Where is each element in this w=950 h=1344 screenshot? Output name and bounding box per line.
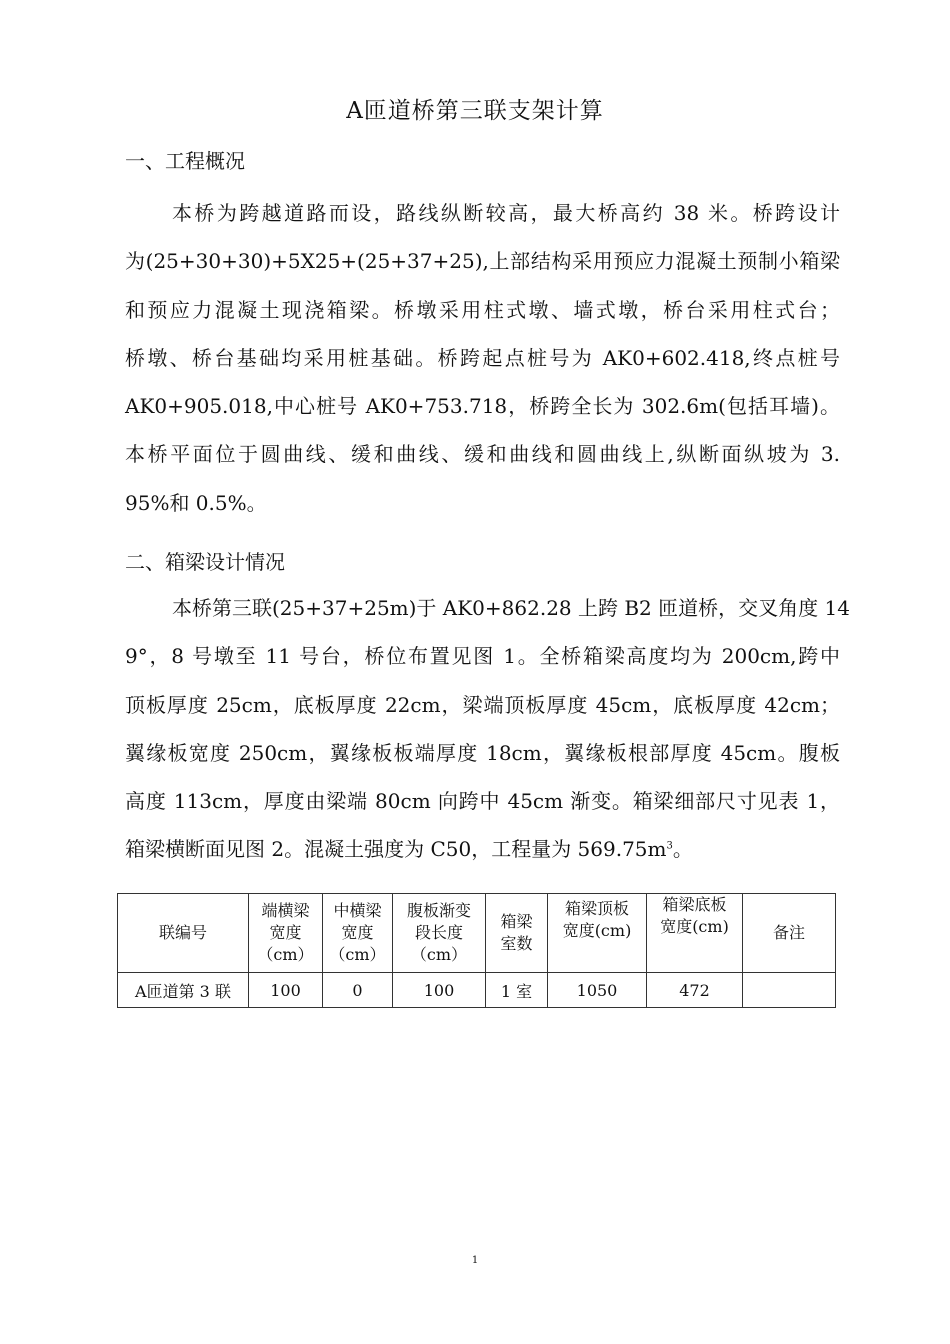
paragraph-line: 和预应力混凝土现浇箱梁。桥墩采用柱式墩、墙式墩，桥台采用柱式台； [125, 297, 840, 322]
paragraph-line: 为(25+30+30)+5X25+(25+37+25),上部结构采用预应力混凝土预制小箱梁 [125, 249, 840, 274]
table-cell [743, 973, 836, 1008]
paragraph-text: 箱梁横断面见图 2。混凝土强度为 C50，工程量为 569.75m [125, 837, 667, 862]
section-1-heading: 一、工程概况 [125, 149, 245, 173]
table-cell: 100 [393, 973, 486, 1008]
header-cell-unit-number [118, 894, 249, 973]
header-cell-remarks [743, 894, 836, 973]
section-1-paragraph [125, 189, 840, 527]
header-text: 宽度 [341, 923, 374, 942]
paragraph-line: 翼缘板宽度 250cm，翼缘板板端厚度 18cm，翼缘板根部厚度 45cm。腹板 [125, 740, 840, 765]
table-cell: 1050 [548, 973, 647, 1008]
table-cell: 100 [249, 973, 323, 1008]
header-text: 宽度 [269, 923, 302, 942]
paragraph-line: 本桥为跨越道路而设，路线纵断较高，最大桥高约 38 米。桥跨设计 [172, 201, 840, 225]
header-text: 箱梁顶板 [564, 899, 629, 918]
header-text: （cm） [257, 945, 314, 964]
table-cell: 472 [647, 973, 743, 1008]
paragraph-line: 顶板厚度 25cm，底板厚度 22cm，梁端顶板厚度 45cm，底板厚度 42cm； [125, 692, 840, 717]
paragraph-line: AK0+905.018,中心桩号 AK0+753.718，桥跨全长为 302.6m(包括耳墙)。 [125, 394, 840, 419]
table-row [118, 973, 836, 1008]
header-text: 箱梁 [500, 912, 533, 931]
header-text: 段长度 [414, 923, 463, 942]
header-cell-end-beam-width [249, 894, 323, 973]
paragraph-line: 95%和 0.5%。 [125, 490, 267, 515]
header-text: 端横梁 [261, 901, 310, 920]
header-cell-cell-count [486, 894, 548, 973]
table-cell: A匝道第 3 联 [118, 973, 249, 1008]
paragraph-text: 。 [672, 837, 693, 862]
header-text: 备注 [772, 923, 805, 942]
section-2-paragraph [125, 584, 850, 874]
header-text: （cm） [329, 945, 386, 964]
document-title: A匝道桥第三联支架计算 [346, 98, 604, 124]
header-cell-top-slab-width [548, 894, 647, 973]
header-text: 箱梁底板 [662, 895, 727, 914]
header-text: 联编号 [158, 923, 207, 942]
paragraph-line: 本桥平面位于圆曲线、缓和曲线、缓和曲线和圆曲线上,纵断面纵坡为 3. [125, 442, 840, 467]
header-text: 室数 [500, 934, 533, 953]
header-cell-bottom-slab-width [647, 894, 743, 973]
paragraph-line [125, 825, 840, 873]
table-cell: 0 [323, 973, 393, 1008]
table-cell: 1 室 [486, 973, 548, 1008]
header-text: 中横梁 [333, 901, 382, 920]
table-header-row [118, 894, 836, 973]
page-number: 1 [471, 1255, 479, 1266]
header-text: 宽度(cm) [660, 917, 729, 936]
superscript: 3 [666, 840, 673, 852]
box-girder-dimensions-table [117, 893, 836, 1008]
header-text: （cm） [410, 945, 468, 964]
header-cell-mid-beam-width [323, 894, 393, 973]
paragraph-line: 高度 113cm，厚度由梁端 80cm 向跨中 45cm 渐变。箱梁细部尺寸见表 1， [125, 789, 840, 814]
header-cell-web-transition-length [393, 894, 486, 973]
paragraph-line: 9°，8 号墩至 11 号台，桥位布置见图 1。全桥箱梁高度均为 200cm,跨中 [125, 644, 840, 669]
paragraph-line: 桥墩、桥台基础均采用桩基础。桥跨起点桩号为 AK0+602.418,终点桩号 [125, 345, 840, 370]
header-text: 腹板渐变 [406, 901, 471, 920]
section-2-heading: 二、箱梁设计情况 [125, 550, 285, 574]
paragraph-line: 本桥第三联(25+37+25m)于 AK0+862.28 上跨 B2 匝道桥，交叉角度 14 [172, 596, 850, 620]
header-text: 宽度(cm) [562, 921, 632, 940]
